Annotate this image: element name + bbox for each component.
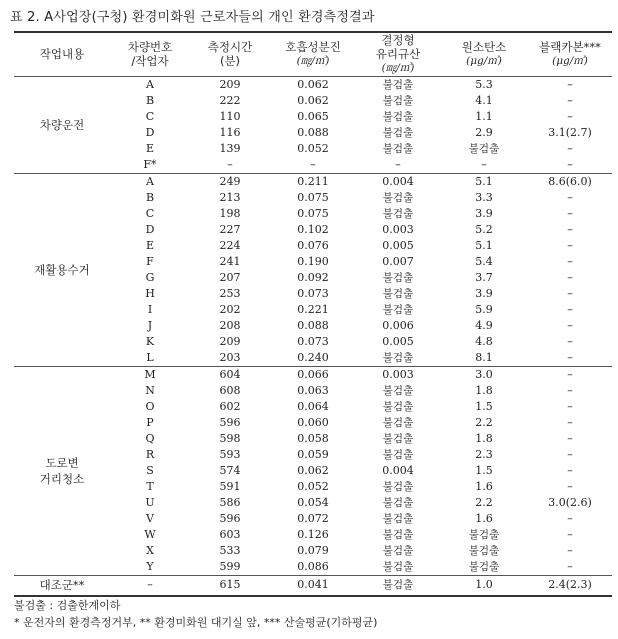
vehicle-cell: D: [145, 222, 155, 236]
silica-cell: 불검출: [382, 432, 414, 445]
dust-cell: 0.060: [297, 415, 329, 429]
silica-cell: 0.004: [382, 174, 414, 188]
vehicle-cell: D: [145, 125, 155, 139]
vehicle-cell: W: [144, 527, 156, 541]
time-cell: 593: [219, 447, 241, 461]
time-cell: 209: [219, 77, 241, 91]
header-black-carbon: 블랙카본*** (μg/㎥): [539, 40, 601, 68]
time-cell: 241: [219, 254, 241, 268]
black-carbon-cell: 3.0(2.6): [548, 495, 592, 509]
silica-cell: 불검출: [382, 416, 414, 429]
table-row: [14, 366, 612, 383]
black-carbon-cell: –: [567, 222, 573, 236]
elemental-carbon-cell: 5.1: [475, 174, 493, 188]
elemental-carbon-cell: 8.1: [475, 350, 493, 364]
time-cell: 116: [219, 125, 241, 139]
time-cell: 198: [219, 206, 241, 220]
time-cell: 110: [219, 109, 241, 123]
silica-cell: 불검출: [382, 448, 414, 461]
silica-cell: –: [395, 157, 401, 171]
header-work: 작업내용: [39, 47, 85, 62]
black-carbon-cell: –: [567, 479, 573, 493]
black-carbon-cell: –: [567, 286, 573, 300]
time-cell: 209: [219, 334, 241, 348]
note-footnotes: * 운전자의 환경측정거부, ** 환경미화원 대기실 앞, *** 산술평균(기하평균): [14, 616, 378, 629]
silica-cell: 0.003: [382, 367, 414, 381]
control-vehicle-cell: –: [147, 578, 153, 591]
vehicle-cell: N: [145, 383, 155, 397]
time-cell: 227: [219, 222, 241, 236]
vehicle-cell: C: [145, 109, 155, 123]
dust-cell: 0.073: [297, 286, 329, 300]
dust-cell: 0.063: [297, 383, 329, 397]
silica-cell: 불검출: [382, 496, 414, 509]
header-elemental-carbon: 원소탄소 (μg/㎥): [461, 40, 507, 68]
dust-cell: 0.092: [297, 270, 329, 284]
elemental-carbon-cell: 1.6: [475, 479, 493, 493]
silica-cell: 불검출: [382, 480, 414, 493]
time-cell: 599: [219, 559, 241, 573]
vehicle-cell: B: [145, 190, 155, 204]
elemental-carbon-cell: 2.2: [475, 495, 493, 509]
silica-cell: 0.004: [382, 463, 414, 477]
silica-cell: 불검출: [382, 303, 414, 316]
dust-cell: 0.088: [297, 125, 329, 139]
silica-cell: 불검출: [382, 271, 414, 284]
time-cell: 533: [219, 543, 241, 557]
dust-cell: 0.059: [297, 447, 329, 461]
elemental-carbon-cell: 1.5: [475, 399, 493, 413]
elemental-carbon-cell: 5.4: [475, 254, 493, 268]
black-carbon-cell: –: [567, 399, 573, 413]
work-type-cell: 도로변 거리청소: [39, 455, 85, 486]
control-group-cell: 대조군**: [39, 578, 85, 592]
black-carbon-cell: –: [567, 367, 573, 381]
elemental-carbon-cell: 3.7: [475, 270, 493, 284]
dust-cell: –: [310, 157, 316, 171]
vehicle-cell: Q: [145, 431, 155, 445]
time-cell: 591: [219, 479, 241, 493]
vehicle-cell: L: [146, 350, 154, 364]
elemental-carbon-cell: 2.3: [475, 447, 493, 461]
vehicle-cell: F: [146, 254, 154, 268]
dust-cell: 0.064: [297, 399, 329, 413]
silica-cell: 불검출: [382, 207, 414, 220]
time-cell: 224: [219, 238, 241, 252]
vehicle-cell: G: [145, 270, 155, 284]
vehicle-cell: A: [146, 174, 154, 188]
time-cell: 249: [219, 174, 241, 188]
silica-cell: 불검출: [382, 191, 414, 204]
time-cell: 604: [219, 367, 241, 381]
black-carbon-cell: 8.6(6.0): [548, 174, 592, 188]
silica-cell: 불검출: [382, 544, 414, 557]
black-carbon-cell: –: [567, 157, 573, 171]
time-cell: 207: [219, 270, 241, 284]
black-carbon-cell: –: [567, 350, 573, 364]
note-not-detected: 불검출 : 검출한계이하: [14, 599, 121, 612]
elemental-carbon-cell: 5.1: [475, 238, 493, 252]
dust-cell: 0.065: [297, 109, 329, 123]
black-carbon-cell: 3.1(2.7): [548, 125, 592, 139]
dust-cell: 0.072: [297, 511, 329, 525]
dust-cell: 0.062: [297, 93, 329, 107]
silica-cell: 불검출: [382, 110, 414, 123]
vehicle-cell: H: [145, 286, 155, 300]
elemental-carbon-cell: 2.2: [475, 415, 493, 429]
black-carbon-cell: –: [567, 238, 573, 252]
dust-cell: 0.076: [297, 238, 329, 252]
elemental-carbon-cell: 불검출: [468, 528, 500, 541]
time-cell: 213: [219, 190, 241, 204]
table-row: [14, 173, 612, 190]
black-carbon-cell: –: [567, 383, 573, 397]
vehicle-cell: O: [145, 399, 155, 413]
black-carbon-cell: –: [567, 109, 573, 123]
work-type-cell: 차량운전: [39, 117, 85, 132]
silica-cell: 불검출: [382, 142, 414, 155]
dust-cell: 0.102: [297, 222, 329, 236]
work-type-cell: 재활용수거: [34, 262, 90, 277]
control-dust-cell: 0.041: [297, 578, 329, 591]
silica-cell: 불검출: [382, 94, 414, 107]
vehicle-cell: M: [144, 367, 156, 381]
elemental-carbon-cell: 5.2: [475, 222, 493, 236]
black-carbon-cell: –: [567, 415, 573, 429]
time-cell: 596: [219, 415, 241, 429]
silica-cell: 불검출: [382, 287, 414, 300]
black-carbon-cell: –: [567, 447, 573, 461]
dust-cell: 0.054: [297, 495, 329, 509]
time-cell: 253: [219, 286, 241, 300]
silica-cell: 불검출: [382, 351, 414, 364]
header-time: 측정시간 (분): [207, 40, 253, 69]
dust-cell: 0.052: [297, 479, 329, 493]
dust-cell: 0.211: [297, 174, 329, 188]
elemental-carbon-cell: 3.9: [475, 286, 493, 300]
vehicle-cell: X: [146, 543, 154, 557]
black-carbon-cell: –: [567, 543, 573, 557]
silica-cell: 0.005: [382, 238, 414, 252]
elemental-carbon-cell: 불검출: [468, 544, 500, 557]
dust-cell: 0.221: [297, 302, 329, 316]
time-cell: 603: [219, 527, 241, 541]
elemental-carbon-cell: 불검출: [468, 142, 500, 155]
vehicle-cell: F*: [143, 157, 157, 171]
elemental-carbon-cell: 2.9: [475, 125, 493, 139]
elemental-carbon-cell: 5.3: [475, 77, 493, 91]
elemental-carbon-cell: –: [481, 157, 487, 171]
dust-cell: 0.088: [297, 318, 329, 332]
silica-cell: 불검출: [382, 78, 414, 91]
table-caption: 표 2. A사업장(구청) 환경미화원 근로자들의 개인 환경측정결과: [10, 10, 375, 25]
time-cell: 574: [219, 463, 241, 477]
header-silica: 결정형 유리규산 (㎎/㎥): [375, 33, 421, 75]
silica-cell: 0.005: [382, 334, 414, 348]
dust-cell: 0.126: [297, 527, 329, 541]
black-carbon-cell: –: [567, 302, 573, 316]
elemental-carbon-cell: 5.9: [475, 302, 493, 316]
elemental-carbon-cell: 3.0: [475, 367, 493, 381]
black-carbon-cell: –: [567, 318, 573, 332]
silica-cell: 불검출: [382, 400, 414, 413]
time-cell: 203: [219, 350, 241, 364]
time-cell: –: [227, 157, 233, 171]
black-carbon-cell: –: [567, 141, 573, 155]
header-dust: 호흡성분진 (㎎/㎥): [285, 40, 341, 68]
time-cell: 208: [219, 318, 241, 332]
black-carbon-cell: –: [567, 511, 573, 525]
black-carbon-cell: –: [567, 334, 573, 348]
dust-cell: 0.062: [297, 463, 329, 477]
black-carbon-cell: –: [567, 254, 573, 268]
dust-cell: 0.190: [297, 254, 329, 268]
elemental-carbon-cell: 4.8: [475, 334, 493, 348]
silica-cell: 불검출: [382, 528, 414, 541]
vehicle-cell: T: [146, 479, 154, 493]
vehicle-cell: R: [145, 447, 155, 461]
vehicle-cell: C: [145, 206, 155, 220]
dust-cell: 0.073: [297, 334, 329, 348]
table-body: [14, 76, 612, 596]
black-carbon-cell: –: [567, 527, 573, 541]
vehicle-cell: E: [145, 238, 155, 252]
time-cell: 596: [219, 511, 241, 525]
black-carbon-cell: –: [567, 431, 573, 445]
elemental-carbon-cell: 1.1: [475, 109, 493, 123]
black-carbon-cell: –: [567, 559, 573, 573]
results-table: [14, 31, 612, 597]
elemental-carbon-cell: 1.5: [475, 463, 493, 477]
dust-cell: 0.079: [297, 543, 329, 557]
dust-cell: 0.240: [297, 350, 329, 364]
time-cell: 602: [219, 399, 241, 413]
time-cell: 586: [219, 495, 241, 509]
elemental-carbon-cell: 불검출: [468, 560, 500, 573]
silica-cell: 불검출: [382, 512, 414, 525]
silica-cell: 0.003: [382, 222, 414, 236]
vehicle-cell: Y: [146, 559, 154, 573]
black-carbon-cell: –: [567, 270, 573, 284]
vehicle-cell: E: [145, 141, 155, 155]
black-carbon-cell: –: [567, 93, 573, 107]
table-header-row: [14, 32, 612, 76]
dust-cell: 0.052: [297, 141, 329, 155]
dust-cell: 0.066: [297, 367, 329, 381]
control-elemental-carbon-cell: 1.0: [475, 578, 493, 591]
dust-cell: 0.062: [297, 77, 329, 91]
silica-cell: 불검출: [382, 384, 414, 397]
elemental-carbon-cell: 1.6: [475, 511, 493, 525]
control-row: [14, 575, 612, 596]
elemental-carbon-cell: 1.8: [475, 431, 493, 445]
vehicle-cell: S: [146, 463, 154, 477]
control-time-cell: 615: [219, 578, 241, 591]
vehicle-cell: I: [147, 302, 153, 316]
vehicle-cell: U: [145, 495, 155, 509]
header-vehicle: 차량번호 /작업자: [127, 40, 173, 69]
vehicle-cell: B: [145, 93, 155, 107]
black-carbon-cell: –: [567, 190, 573, 204]
table-row: [14, 76, 612, 93]
dust-cell: 0.075: [297, 206, 329, 220]
dust-cell: 0.086: [297, 559, 329, 573]
black-carbon-cell: –: [567, 463, 573, 477]
silica-cell: 0.006: [382, 318, 414, 332]
dust-cell: 0.075: [297, 190, 329, 204]
black-carbon-cell: –: [567, 77, 573, 91]
table-notes: [14, 597, 377, 631]
silica-cell: 불검출: [382, 126, 414, 139]
silica-cell: 0.007: [382, 254, 414, 268]
results-table-container: [14, 31, 612, 597]
vehicle-cell: A: [146, 77, 154, 91]
time-cell: 608: [219, 383, 241, 397]
dust-cell: 0.058: [297, 431, 329, 445]
vehicle-cell: V: [146, 511, 154, 525]
black-carbon-cell: –: [567, 206, 573, 220]
elemental-carbon-cell: 3.9: [475, 206, 493, 220]
vehicle-cell: J: [147, 318, 153, 332]
time-cell: 222: [219, 93, 241, 107]
elemental-carbon-cell: 3.3: [475, 190, 493, 204]
elemental-carbon-cell: 1.8: [475, 383, 493, 397]
control-silica-cell: 불검출: [382, 579, 414, 591]
time-cell: 139: [219, 141, 241, 155]
elemental-carbon-cell: 4.1: [475, 93, 493, 107]
vehicle-cell: K: [145, 334, 155, 348]
vehicle-cell: P: [146, 415, 154, 429]
time-cell: 202: [219, 302, 241, 316]
control-black-carbon-cell: 2.4(2.3): [548, 578, 592, 591]
time-cell: 598: [219, 431, 241, 445]
elemental-carbon-cell: 4.9: [475, 318, 493, 332]
silica-cell: 불검출: [382, 560, 414, 573]
